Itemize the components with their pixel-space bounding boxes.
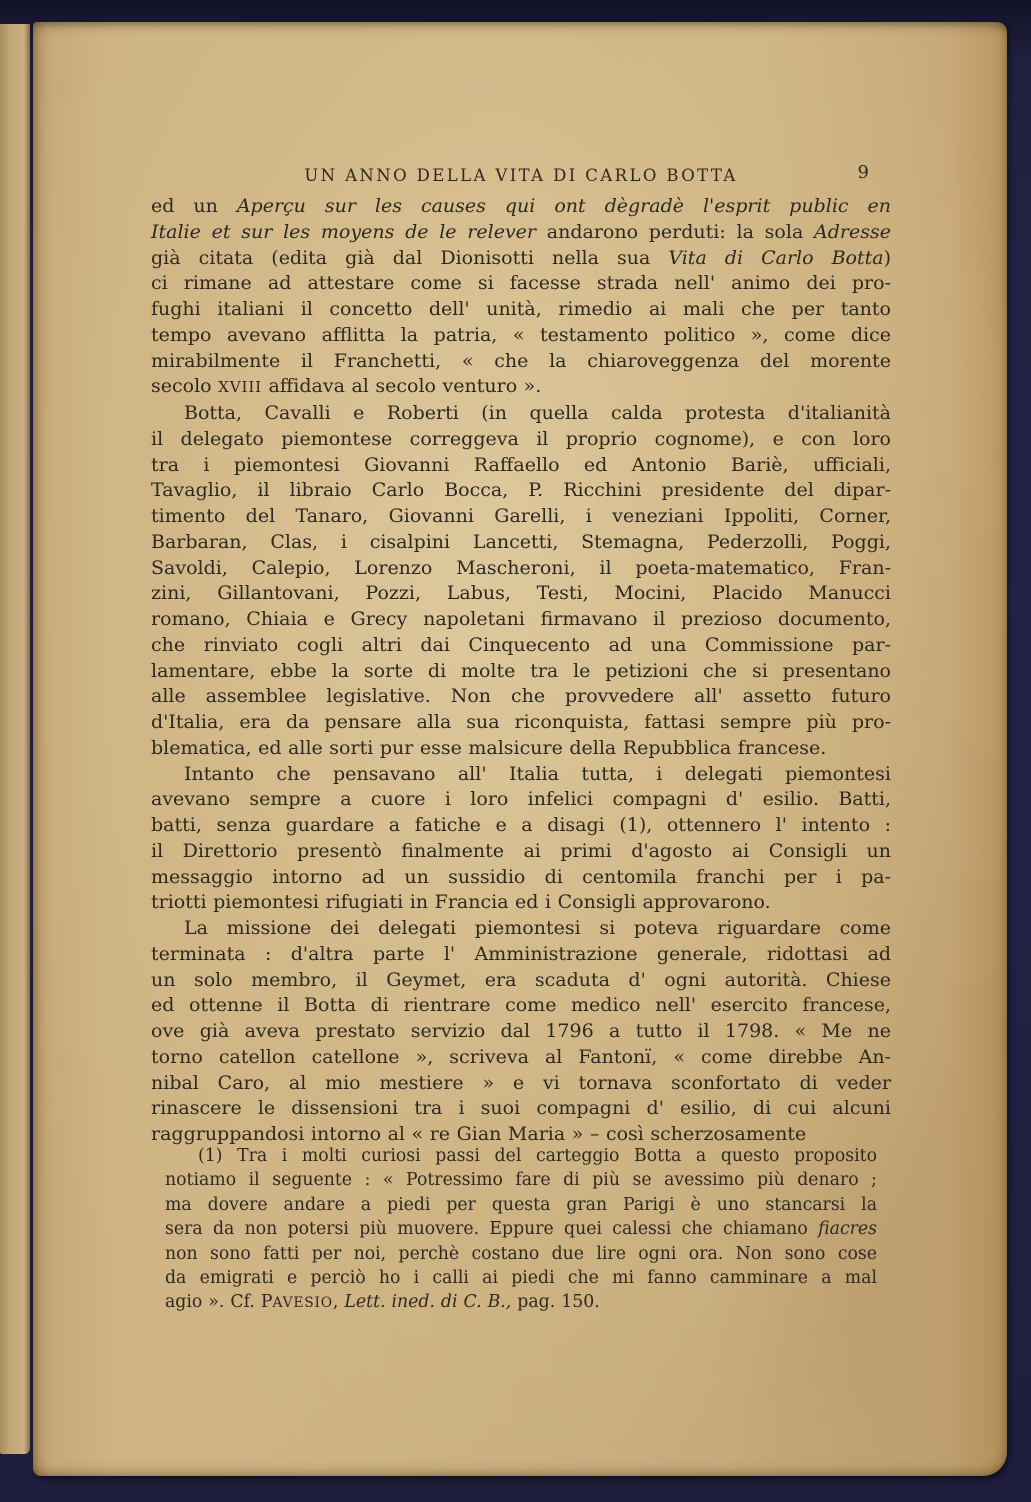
text-segment: triotti piemontesi rifugiati in Francia ed i Consigli approvarono. [151,891,771,914]
facing-page-edge [0,24,30,1454]
text-line [151,246,891,272]
text-line [151,556,891,582]
text-line [165,1168,877,1192]
text-line [151,194,891,220]
text-segment: messaggio intorno ad un sussidio di centomila franchi per i pa- [151,865,891,888]
text-segment: tra i piemontesi Giovanni Raffaello ed Antonio Bariè, ufficiali, [151,453,891,476]
text-line [151,633,891,659]
text-segment: ci rimane ad attestare come si facesse strada nell' animo dei pro- [151,272,891,295]
text-segment: ed ottenne il Botta di rientrare come medico nell' esercito francese, [151,994,891,1017]
text-segment: blematica, ed alle sorti pur esse malsicure della Repubblica francese. [151,736,827,759]
text-segment: Vita di Carlo Botta [668,246,884,269]
text-segment: terminata : d'altra parte l' Amministrazione generale, ridottasi ad [151,942,891,965]
text-line [151,1071,891,1097]
text-segment: batti, senza guardare a fatiche e a disagi (1), ottennero l' intento : [151,814,891,836]
text-segment: tempo avevano afflitta la patria, « testamento politico », come dice [151,323,891,346]
text-segment: il Direttorio presentò finalmente ai primi d'agosto ai Consigli un [151,839,891,862]
text-segment: alle assemblee legislative. Non che provvedere all' assetto futuro [151,685,891,708]
text-line [151,710,891,736]
text-segment: fughi italiani il concetto dell' unità, rimedio ai mali che per tanto [151,298,891,320]
text-line [151,762,891,788]
text-line [151,993,891,1019]
text-line [151,374,891,401]
text-segment: il delegato piemontese correggeva il proprio cognome), e con loro [151,427,891,450]
text-segment: zini, Gillantovani, Pozzi, Labus, Testi, Mocini, Placido Manucci [151,582,891,605]
running-head [151,162,891,188]
text-segment: nibal Caro, al mio mestiere » e vi tornava sconfortato di veder [151,1071,891,1094]
text-segment: ) [883,246,891,269]
text-segment: lamentare, ebbe la sorte di molte tra le petizioni che si presentano [151,659,891,682]
text-line [165,1266,877,1290]
text-line [151,916,891,942]
text-segment: raggruppandosi intorno al « re Gian Maria » – così scherzosamente [151,1123,807,1145]
text-segment: ma dovere andare a piedi per questa gran Parigi è uno stancarsi la [165,1194,877,1215]
text-line [151,942,891,968]
body-text [151,194,891,1148]
text-segment: andarono perduti: la sola [536,220,815,243]
page-title: UN ANNO DELLA VITA DI CARLO BOTTA [304,165,738,185]
text-line [151,736,891,762]
text-line [151,504,891,530]
text-line [151,323,891,349]
text-line [151,1019,891,1045]
text-segment: timento del Tanaro, Giovanni Garelli, i veneziani Ippoliti, Corner, [151,505,891,527]
text-line [151,968,891,994]
text-line [165,1193,877,1217]
text-line [151,453,891,479]
text-segment: che rinviato cogli altri dai Cinquecento ad una Commissione par- [151,633,891,656]
text-line [165,1290,877,1315]
text-line [151,220,891,246]
text-segment: Tavaglio, il libraio Carlo Bocca, P. Ricchini presidente del dipar- [151,479,891,502]
text-segment: Italie et sur les moyens de le relever [151,220,537,243]
text-segment: , [332,1292,345,1313]
text-line [151,787,891,813]
text-segment: Barbaran, Clas, i cisalpini Lancetti, Stemagna, Pederzolli, Poggi, [151,530,891,553]
text-segment: secolo [151,375,219,398]
text-line [165,1217,877,1241]
text-line [151,427,891,453]
text-line [151,684,891,710]
text-line [151,813,891,839]
text-segment: d'Italia, era da pensare alla sua riconquista, fattasi sempre più pro- [151,711,891,733]
text-line [165,1242,877,1266]
text-line [151,478,891,504]
text-segment: Savoldi, Calepio, Lorenzo Mascheroni, il poeta-matematico, Fran- [151,556,891,579]
text-line [151,865,891,891]
text-segment: Aperçu sur les causes qui ont dègradè l'esprit public en [236,195,891,217]
text-line [151,581,891,607]
text-segment: non sono fatti per noi, perchè costano due lire ogni ora. Non sono cose [165,1243,877,1264]
text-segment: (1) Tra i molti curiosi passi del carteggio Botta a questo proposito [198,1146,877,1166]
text-line [151,1096,891,1122]
text-segment: Botta, Cavalli e Roberti (in quella calda protesta d'italianità [184,402,891,424]
text-segment: La missione dei delegati piemontesi si poteva riguardare come [184,917,891,939]
text-segment: sera da non potersi più muovere. Eppure quei calessi che chiamano [165,1219,819,1240]
book-page [33,22,1007,1476]
text-segment: romano, Chiaia e Grecy napoletani firmavano il prezioso documento, [151,608,891,630]
text-segment: XVIII [218,378,262,397]
text-segment: ove già aveva prestato servizio dal 1796 a tutto il 1798. « Me ne [151,1020,891,1042]
text-segment: avevano sempre a cuore i loro infelici compagni d' esilio. Batti, [151,788,891,811]
text-segment: già citata (edita già dal Dionisotti nella sua [151,246,669,269]
text-segment: torno catellon catellone », scriveva al Fantonï, « come direbbe An- [151,1045,891,1068]
page-number: 9 [857,162,869,183]
text-line [151,530,891,556]
text-segment: affidava al secolo venturo ». [261,375,542,398]
text-line [151,349,891,375]
text-segment: AVESIO [272,1295,333,1312]
text-line [151,890,891,916]
footnote-text [165,1144,877,1316]
text-segment: Lett. ined. di C. B., [344,1292,512,1313]
text-segment: agio ». Cf. P [165,1292,273,1313]
text-line [151,659,891,685]
text-line [151,839,891,865]
text-segment: pag. 150. [511,1292,600,1313]
text-segment: ed un [151,195,237,217]
text-segment: da emigrati e perciò ho i calli ai piedi che mi fanno camminare a mal [165,1268,877,1289]
text-line [165,1144,877,1168]
text-line [151,607,891,633]
text-line [151,1045,891,1071]
text-line [151,401,891,427]
text-line [151,271,891,297]
text-segment: Adresse [814,220,891,243]
text-segment: un solo membro, il Geymet, era scaduta d' ogni autorità. Chiese [151,968,891,991]
text-segment: notiamo il seguente : « Potressimo fare di più se avessimo più denaro ; [165,1170,877,1191]
text-segment: Intanto che pensavano all' Italia tutta, i delegati piemontesi [184,762,891,785]
text-line [151,297,891,323]
text-segment: fiacres [818,1219,877,1240]
text-segment: mirabilmente il Franchetti, « che la chiaroveggenza del morente [151,349,891,372]
text-segment: rinascere le dissensioni tra i suoi compagni d' esilio, di cui alcuni [151,1097,891,1120]
